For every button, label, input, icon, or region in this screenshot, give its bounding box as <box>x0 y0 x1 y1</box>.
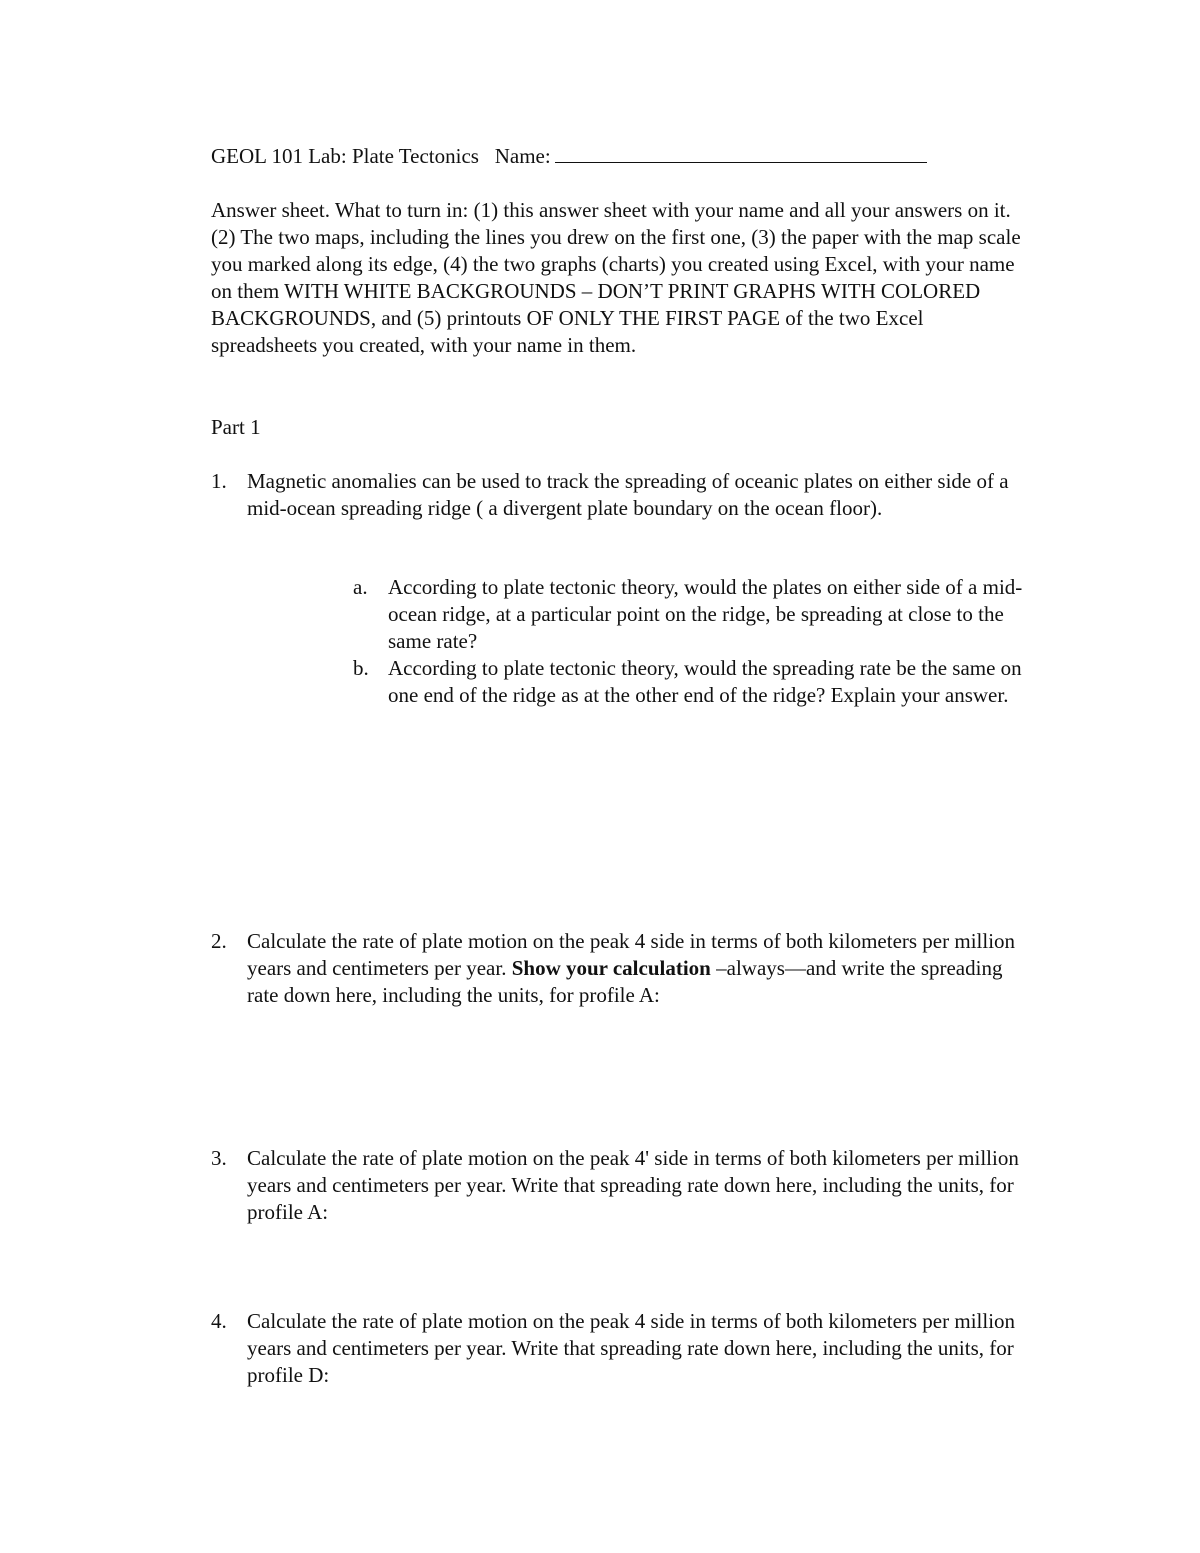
question-text-start: Calculate the rate of plate motion on the peak 4 side in terms of both kilometers per million years and centimeters per year. <box>247 929 1016 980</box>
intro-paragraph: Answer sheet. What to turn in: (1) this answer sheet with your name and all your answers on it. (2) The two maps, including the lines you drew on the first one, (3) the paper with the map scale you marked along its edge, (4) the two graphs (charts) you created using Excel, with your name on them WITH WHITE BACKGROUNDS – DON’T PRINT GRAPHS WITH COLORED BACKGROUNDS, and (5) printouts OF ONLY THE FIRST PAGE of the two Excel spreadsheets you created, with your name in them. <box>211 198 1021 357</box>
show-calculation-emphasis: Show your calculation <box>511 956 711 980</box>
question-text: Calculate the rate of plate motion on the peak 4' side in terms of both kilometers per million years and centimeters per year. Write that spreading rate down here, including the units, for profile A: <box>247 1146 1019 1224</box>
question-text: Calculate the rate of plate motion on the peak 4 side in terms of both kilometers per million years and centimeters per year. Write that spreading rate down here, including the units, for profile D: <box>247 1309 1016 1387</box>
question-number: 1. <box>211 469 227 493</box>
sub-question-text: According to plate tectonic theory, would the spreading rate be the same on one end of the ridge as at the other end of the ridge? Explain your answer. <box>388 656 1022 707</box>
page-title: GEOL 101 Lab: Plate Tectonics <box>211 144 479 168</box>
question-text: Magnetic anomalies can be used to track the spreading of oceanic plates on either side of a mid-ocean spreading ridge ( a divergent plate boundary on the ocean floor). <box>247 469 1009 520</box>
name-label: Name: <box>494 144 551 168</box>
header-line <box>211 143 1021 170</box>
sub-question-letter: a. <box>353 575 368 599</box>
name-blank-line[interactable] <box>555 144 927 163</box>
question-2 <box>211 928 1023 1009</box>
question-text <box>247 928 1023 1009</box>
question-4 <box>211 1308 1023 1389</box>
part-heading: Part 1 <box>211 415 261 439</box>
question-number: 4. <box>211 1309 227 1333</box>
question-3 <box>211 1145 1023 1226</box>
question-1a <box>353 574 1033 655</box>
sub-question-letter: b. <box>353 656 369 680</box>
question-1b <box>353 655 1033 709</box>
question-number: 2. <box>211 929 227 953</box>
sub-question-text: According to plate tectonic theory, would the plates on either side of a mid-ocean ridge, at a particular point on the ridge, be spreading at close to the same rate? <box>388 575 1023 653</box>
question-1 <box>211 468 1023 522</box>
question-number: 3. <box>211 1146 227 1170</box>
question-text-end: –always—and write the spreading rate down here, including the units, for profile A: <box>247 956 1003 1007</box>
